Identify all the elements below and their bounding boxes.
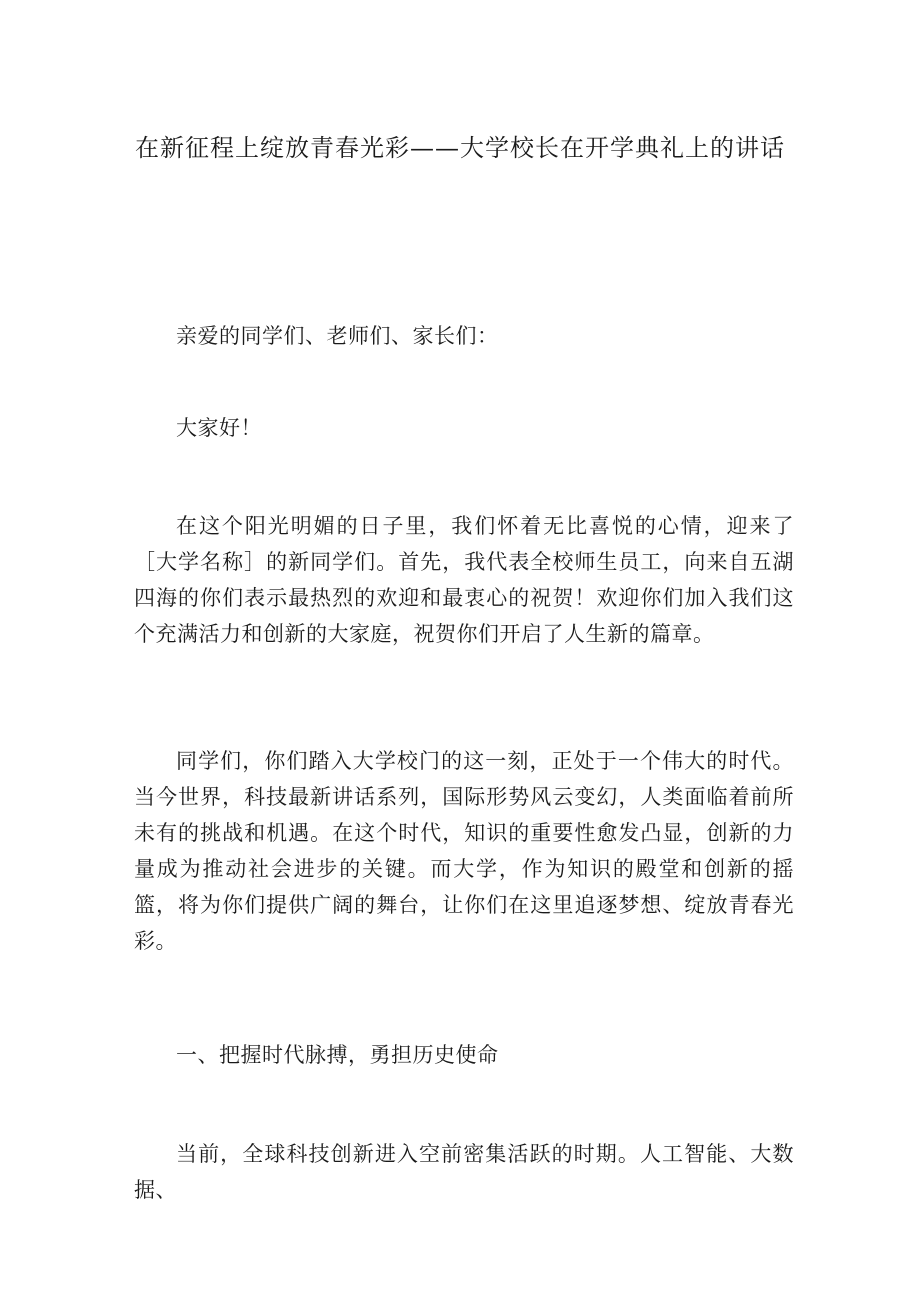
body-paragraph-welcome: 在这个阳光明媚的日子里，我们怀着无比喜悦的心情，迎来了［大学名称］的新同学们。首先，我代表全校师生员工，向来自五湖四海的你们表示最热烈的欢迎和最衷心的祝贺！欢迎你们加入我们这个充满活力和创新的大家庭，祝贺你们开启了人生新的篇章。 (134, 514, 794, 646)
document-title: 在新征程上绽放青春光彩——大学校长在开学典礼上的讲话 (135, 134, 785, 162)
body-paragraph-era: 同学们，你们踏入大学校门的这一刻，正处于一个伟大的时代。当今世界，科技最新讲话系列，国际形势风云变幻，人类面临着前所未有的挑战和机遇。在这个时代，知识的重要性愈发凸显，创新的力量成为推动社会进步的关键。而大学，作为知识的殿堂和创新的摇篮，将为你们提供广阔的舞台，让你们在这里追逐梦想、绽放青春光彩。 (134, 749, 794, 953)
section-heading: 一、把握时代脉搏，勇担历史使命 (176, 1043, 499, 1067)
body-paragraph-section-one: 当前，全球科技创新进入空前密集活跃的时期。人工智能、大数据、 (134, 1142, 794, 1202)
salutation: 亲爱的同学们、老师们、家长们： (176, 324, 499, 348)
greeting: 大家好！ (176, 416, 262, 440)
